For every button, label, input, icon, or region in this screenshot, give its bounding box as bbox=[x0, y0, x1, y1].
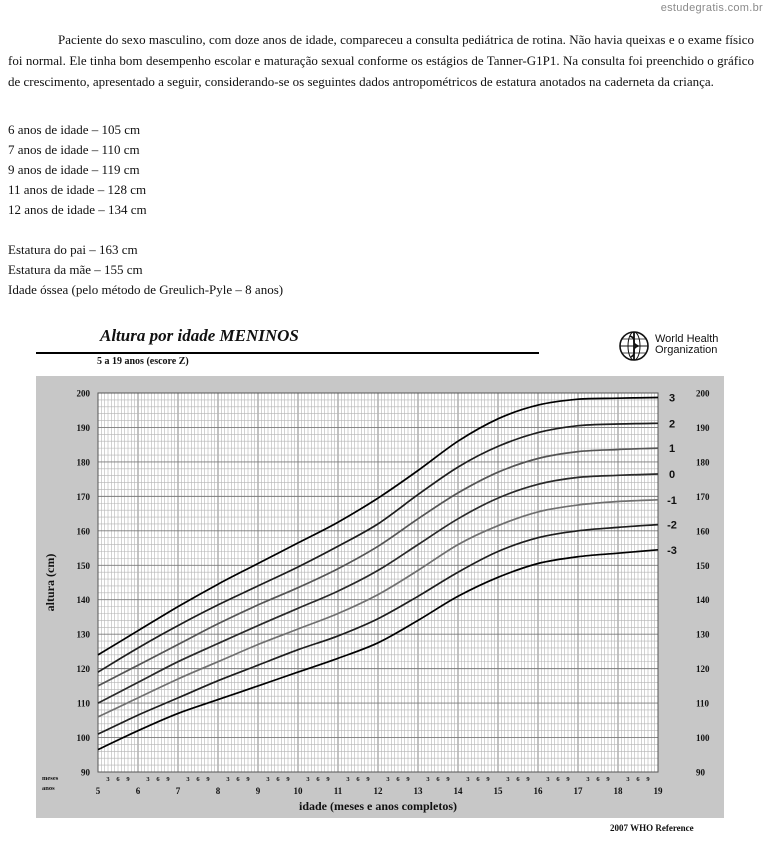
z-score-label: 0 bbox=[668, 468, 676, 481]
y-tick-label-right: 150 bbox=[696, 560, 710, 571]
month-tick-label: 3 bbox=[506, 776, 510, 783]
month-tick-label: 9 bbox=[366, 776, 370, 783]
month-tick-label: 9 bbox=[566, 776, 570, 783]
z-score-label: 3 bbox=[668, 392, 676, 405]
months-row-label: meses bbox=[42, 775, 59, 782]
mother-height: Estatura da mãe – 155 cm bbox=[8, 262, 143, 277]
y-axis-title: altura (cm) bbox=[43, 553, 57, 612]
month-tick-label: 6 bbox=[356, 776, 360, 783]
month-tick-label: 6 bbox=[116, 776, 120, 783]
watermark: estudegratis.com.br bbox=[660, 2, 763, 14]
month-tick-label: 9 bbox=[446, 776, 450, 783]
month-tick-label: 9 bbox=[246, 776, 250, 783]
y-tick-label-left: 90 bbox=[81, 767, 90, 778]
y-tick-label-right: 170 bbox=[696, 491, 710, 502]
month-tick-label: 3 bbox=[106, 776, 110, 783]
bone-age: Idade óssea (pelo método de Greulich-Pyle – 8 anos) bbox=[8, 282, 284, 297]
month-tick-label: 6 bbox=[316, 776, 320, 783]
y-tick-label-left: 200 bbox=[76, 388, 90, 399]
years-row-label: anos bbox=[42, 785, 55, 792]
month-tick-label: 3 bbox=[306, 776, 310, 783]
y-tick-label-right: 190 bbox=[696, 422, 710, 433]
chart-subtitle: 5 a 19 anos (escore Z) bbox=[97, 356, 189, 367]
who-emblem-icon bbox=[617, 330, 653, 362]
month-tick-label: 9 bbox=[166, 776, 170, 783]
growth-chart bbox=[36, 376, 724, 818]
month-tick-label: 9 bbox=[646, 776, 650, 783]
title-divider bbox=[36, 352, 539, 354]
year-tick-label: 8 bbox=[215, 786, 221, 796]
month-tick-label: 9 bbox=[286, 776, 290, 783]
year-tick-label: 6 bbox=[135, 786, 141, 796]
month-tick-label: 9 bbox=[406, 776, 410, 783]
y-tick-label-left: 140 bbox=[76, 595, 90, 606]
year-tick-label: 10 bbox=[293, 786, 303, 796]
month-tick-label: 9 bbox=[326, 776, 330, 783]
year-tick-label: 13 bbox=[413, 786, 423, 796]
y-tick-label-left: 160 bbox=[76, 526, 90, 537]
year-tick-label: 18 bbox=[613, 786, 623, 796]
month-tick-label: 9 bbox=[526, 776, 530, 783]
chart-reference: 2007 WHO Reference bbox=[610, 823, 694, 833]
case-description: Paciente do sexo masculino, com doze anos de idade, compareceu a consulta pediátrica de rotina. Não havia queixas e o exame físico foi normal. Ele tinha bom desempenho escolar e maturação sexual conforme os estágios de Tanner-G1P1. Na consulta foi preenchido o gráfico de crescimento, apresentado a seguir, considerando-se os seguintes dados antropométricos de estatura anotados na caderneta da criança. bbox=[8, 32, 754, 89]
measurement-item: 9 anos de idade – 119 cm bbox=[8, 162, 140, 177]
y-tick-label-left: 180 bbox=[76, 457, 90, 468]
measurement-item: 6 anos de idade – 105 cm bbox=[8, 122, 141, 137]
month-tick-label: 6 bbox=[556, 776, 560, 783]
year-tick-label: 12 bbox=[373, 786, 383, 796]
month-tick-label: 3 bbox=[386, 776, 390, 783]
year-tick-label: 11 bbox=[333, 786, 343, 796]
month-tick-label: 6 bbox=[396, 776, 400, 783]
month-tick-label: 6 bbox=[636, 776, 640, 783]
parent-data-list bbox=[8, 240, 283, 300]
y-tick-label-left: 110 bbox=[76, 698, 90, 709]
measurement-list bbox=[8, 120, 147, 220]
y-tick-label-right: 110 bbox=[696, 698, 710, 709]
y-tick-label-left: 120 bbox=[76, 664, 90, 675]
month-tick-label: 3 bbox=[586, 776, 590, 783]
month-tick-label: 6 bbox=[156, 776, 160, 783]
y-tick-label-right: 120 bbox=[696, 664, 710, 675]
y-tick-label-right: 140 bbox=[696, 595, 710, 606]
month-tick-label: 3 bbox=[466, 776, 470, 783]
month-tick-label: 9 bbox=[126, 776, 130, 783]
y-tick-label-left: 100 bbox=[76, 733, 90, 744]
month-tick-label: 6 bbox=[516, 776, 520, 783]
year-tick-label: 19 bbox=[653, 786, 663, 796]
year-tick-label: 9 bbox=[255, 786, 261, 796]
z-score-label: -1 bbox=[667, 494, 677, 507]
month-tick-label: 3 bbox=[226, 776, 230, 783]
y-tick-label-right: 90 bbox=[696, 767, 705, 778]
month-tick-label: 3 bbox=[426, 776, 430, 783]
x-axis-title: idade (meses e anos completos) bbox=[299, 799, 457, 813]
y-tick-label-left: 170 bbox=[76, 491, 90, 502]
y-tick-label-right: 200 bbox=[696, 388, 710, 399]
month-tick-label: 9 bbox=[606, 776, 610, 783]
chart-title: Altura por idade MENINOS bbox=[100, 326, 299, 345]
z-score-label: -2 bbox=[667, 519, 677, 532]
month-tick-label: 3 bbox=[146, 776, 150, 783]
month-tick-label: 3 bbox=[266, 776, 270, 783]
who-name-line1: World Health bbox=[655, 333, 719, 345]
who-name-line2: Organization bbox=[655, 344, 718, 356]
y-tick-label-right: 130 bbox=[696, 629, 710, 640]
who-name bbox=[655, 334, 718, 356]
year-tick-label: 17 bbox=[573, 786, 583, 796]
y-tick-label-right: 100 bbox=[696, 733, 710, 744]
y-tick-label-right: 160 bbox=[696, 526, 710, 537]
y-tick-label-right: 180 bbox=[696, 457, 710, 468]
measurement-item: 11 anos de idade – 128 cm bbox=[8, 182, 147, 197]
measurement-item: 7 anos de idade – 110 cm bbox=[8, 142, 140, 157]
z-score-label: 2 bbox=[668, 418, 676, 431]
y-tick-label-left: 150 bbox=[76, 560, 90, 571]
year-tick-label: 15 bbox=[493, 786, 503, 796]
month-tick-label: 6 bbox=[476, 776, 480, 783]
month-tick-label: 3 bbox=[626, 776, 630, 783]
year-tick-label: 7 bbox=[175, 786, 181, 796]
y-tick-label-left: 130 bbox=[76, 629, 90, 640]
y-tick-label-left: 190 bbox=[76, 422, 90, 433]
year-tick-label: 16 bbox=[533, 786, 543, 796]
month-tick-label: 6 bbox=[276, 776, 280, 783]
month-tick-label: 6 bbox=[236, 776, 240, 783]
z-score-label: -3 bbox=[667, 544, 677, 557]
measurement-item: 12 anos de idade – 134 cm bbox=[8, 202, 147, 217]
month-tick-label: 6 bbox=[196, 776, 200, 783]
month-tick-label: 3 bbox=[346, 776, 350, 783]
month-tick-label: 6 bbox=[436, 776, 440, 783]
year-tick-label: 5 bbox=[95, 786, 101, 796]
z-score-label: 1 bbox=[668, 443, 676, 456]
month-tick-label: 6 bbox=[596, 776, 600, 783]
growth-chart-svg bbox=[36, 376, 724, 818]
month-tick-label: 9 bbox=[486, 776, 490, 783]
month-tick-label: 9 bbox=[206, 776, 210, 783]
father-height: Estatura do pai – 163 cm bbox=[8, 242, 138, 257]
year-tick-label: 14 bbox=[453, 786, 463, 796]
month-tick-label: 3 bbox=[546, 776, 550, 783]
month-tick-label: 3 bbox=[186, 776, 190, 783]
